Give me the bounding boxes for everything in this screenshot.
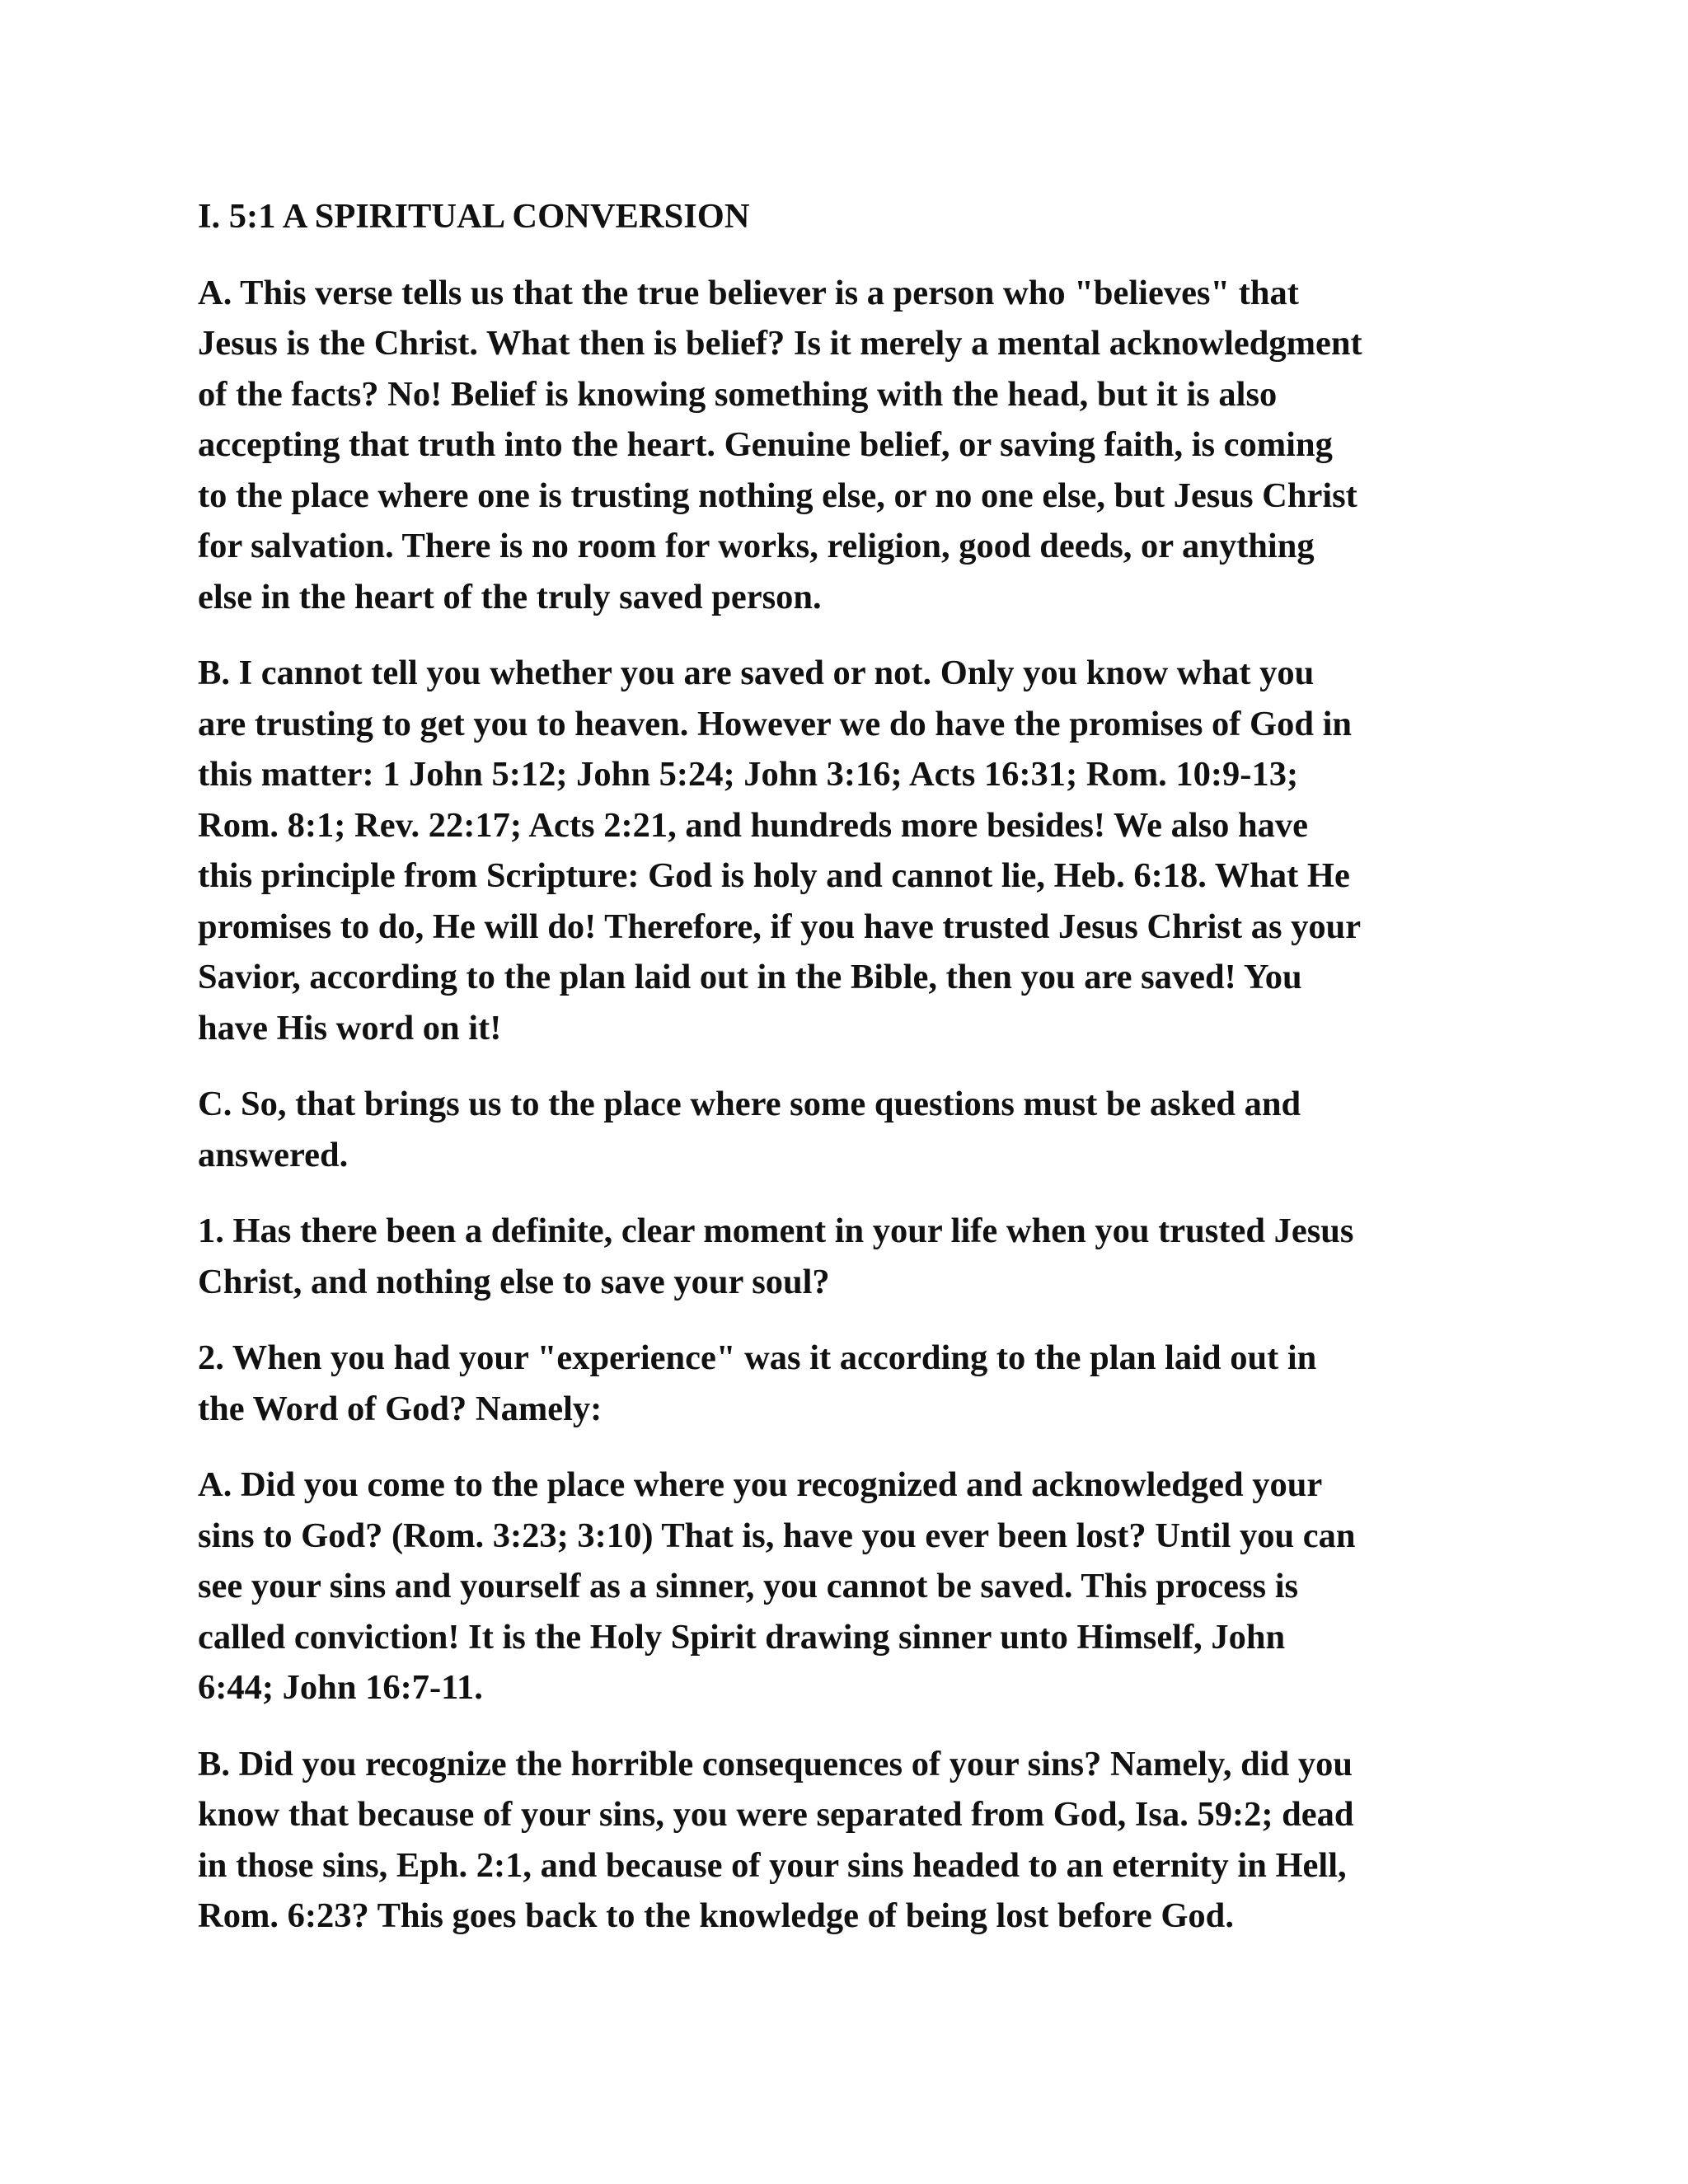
document-body (198, 191, 1500, 1967)
question-1: 1. Has there been a definite, clear moment in your life when you trusted Jesus Christ, and nothing else to save your soul? (198, 1212, 1354, 1301)
paragraph-a-belief: A. This verse tells us that the true believer is a person who "believes" that Jesus is the Christ. What then is belief? Is it merely a mental acknowledgment of the facts? No! Belief is knowing something with the head, but it is also accepting that truth into the heart. Genuine belief, or saving faith, is coming to the place where one is trusting nothing else, or no one else, but Jesus Christ for salvation. There is no room for works, religion, good deeds, or anything else in the heart of the truly saved person. (198, 273, 1362, 616)
paragraph-c-questions: C. So, that brings us to the place where some questions must be asked and answered. (198, 1085, 1301, 1174)
question-2-point-a: A. Did you come to the place where you recognized and acknowledged your sins to God? (Rom. 3:23; 3:10) That is, have you ever been lost? Until you can see your sins and yourself as a sinner, you cannot be saved. This process is called conviction! It is the Holy Spirit drawing sinner unto Himself, John 6:44; John 16:7-11. (198, 1465, 1356, 1707)
section-heading: I. 5:1 A SPIRITUAL CONVERSION (198, 197, 750, 236)
question-2-point-b: B. Did you recognize the horrible consequences of your sins? Namely, did you know that because of your sins, you were separated from God, Isa. 59:2; dead in those sins, Eph. 2:1, and because of your sins headed to an eternity in Hell, Rom. 6:23? This goes back to the knowledge of being lost before God. (198, 1744, 1354, 1935)
question-2: 2. When you had your "experience" was it according to the plan laid out in the Word of God? Namely: (198, 1338, 1317, 1428)
paragraph-b-promises: B. I cannot tell you whether you are saved or not. Only you know what you are trusting to get you to heaven. However we do have the promises of God in this matter: 1 John 5:12; John 5:24; John 3:16; Acts 16:31; Rom. 10:9-13; Rom. 8:1; Rev. 22:17; Acts 2:21, and hundreds more besides! We also have this principle from Scripture: God is holy and cannot lie, Heb. 6:18. What He promises to do, He will do! Therefore, if you have trusted Jesus Christ as your Savior, according to the plan laid out in the Bible, then you are saved! You have His word on it! (198, 654, 1362, 1047)
